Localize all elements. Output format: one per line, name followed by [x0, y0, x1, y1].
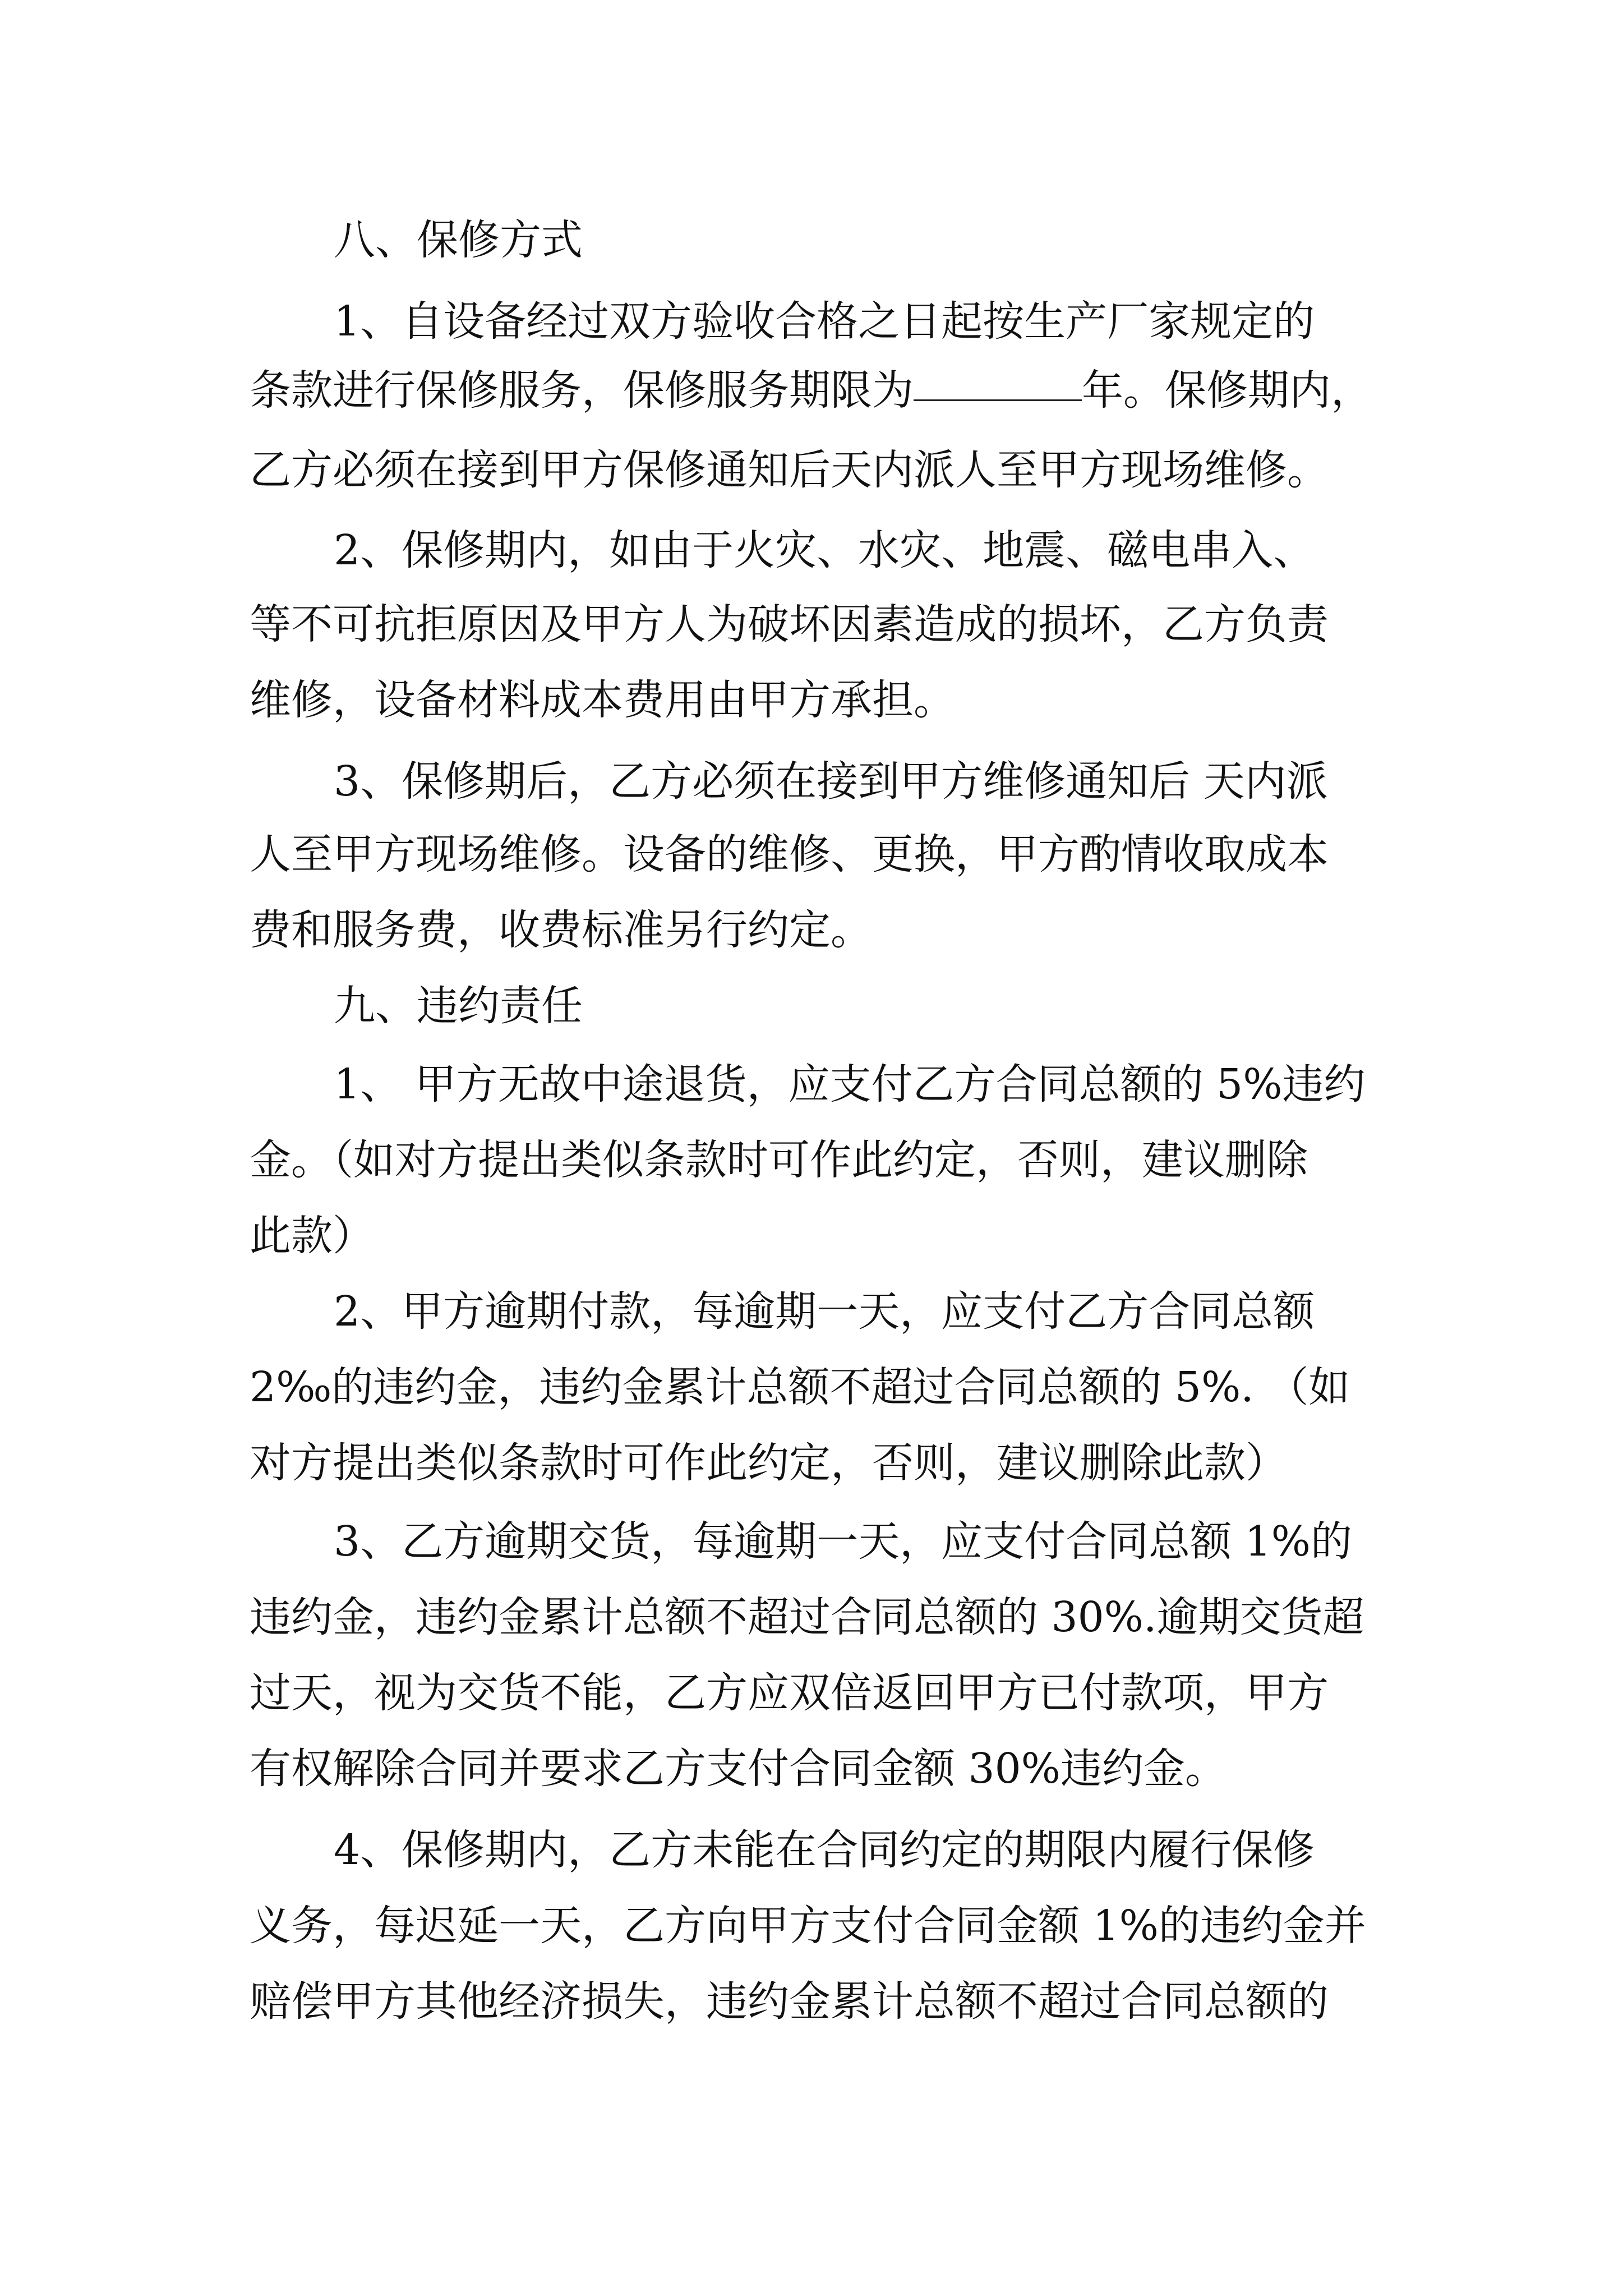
paragraph-line: 人至甲方现场维修。设备的维修、更换，甲方酌情收取成本	[250, 830, 1329, 878]
paragraph-line: 赔偿甲方其他经济损失，违约金累计总额不超过合同总额的	[250, 1977, 1329, 2026]
paragraph-line: 此款）	[250, 1212, 374, 1260]
fill-in-blank	[914, 399, 1082, 401]
section-heading-warranty: 八、保修方式	[334, 216, 583, 264]
paragraph-line: 违约金，违约金累计总额不超过合同总额的 30%.逾期交货超	[250, 1593, 1364, 1641]
paragraph-line: 3、保修期后，乙方必须在接到甲方维修通知后 天内派	[334, 757, 1328, 806]
paragraph-line: 4、保修期内，乙方未能在合同约定的期限内履行保修	[334, 1826, 1315, 1874]
paragraph-line	[250, 364, 1372, 417]
paragraph-line: 1、 甲方无故中途退货，应支付乙方合同总额的 5%违约	[334, 1060, 1366, 1108]
paragraph-line: 有权解除合同并要求乙方支付合同金额 30%违约金。	[250, 1745, 1227, 1793]
paragraph-line: 乙方必须在接到甲方保修通知后天内派人至甲方现场维修。	[250, 446, 1329, 494]
paragraph-line: 2‰的违约金，违约金累计总额不超过合同总额的 5%. （如	[250, 1363, 1350, 1411]
paragraph-line: 2、甲方逾期付款，每逾期一天，应支付乙方合同总额	[334, 1287, 1315, 1336]
paragraph-line: 金。（如对方提出类似条款时可作此约定，否则，建议删除	[250, 1136, 1308, 1184]
paragraph-line: 1、自设备经过双方验收合格之日起按生产厂家规定的	[334, 297, 1315, 346]
paragraph-line: 等不可抗拒原因及甲方人为破坏因素造成的损坏，乙方负责	[250, 600, 1329, 648]
text-span: 条款进行保修服务，保修服务期限为	[250, 366, 914, 415]
section-heading-liability: 九、违约责任	[334, 982, 583, 1030]
paragraph-line: 2、保修期内，如由于火灾、水灾、地震、磁电串入、	[334, 526, 1315, 574]
paragraph-line: 过天，视为交货不能，乙方应双倍返回甲方已付款项，甲方	[250, 1669, 1329, 1717]
paragraph-line: 维修，设备材料成本费用由甲方承担。	[250, 676, 955, 724]
paragraph-line: 3、乙方逾期交货，每逾期一天，应支付合同总额 1%的	[334, 1517, 1352, 1566]
paragraph-line: 义务，每迟延一天，乙方向甲方支付合同金额 1%的违约金并	[250, 1902, 1366, 1950]
text-span: 年。保修期内，	[1082, 366, 1372, 415]
paragraph-line: 费和服务费，收费标准另行约定。	[250, 906, 872, 954]
paragraph-line: 对方提出类似条款时可作此约定，否则，建议删除此款）	[250, 1439, 1287, 1487]
